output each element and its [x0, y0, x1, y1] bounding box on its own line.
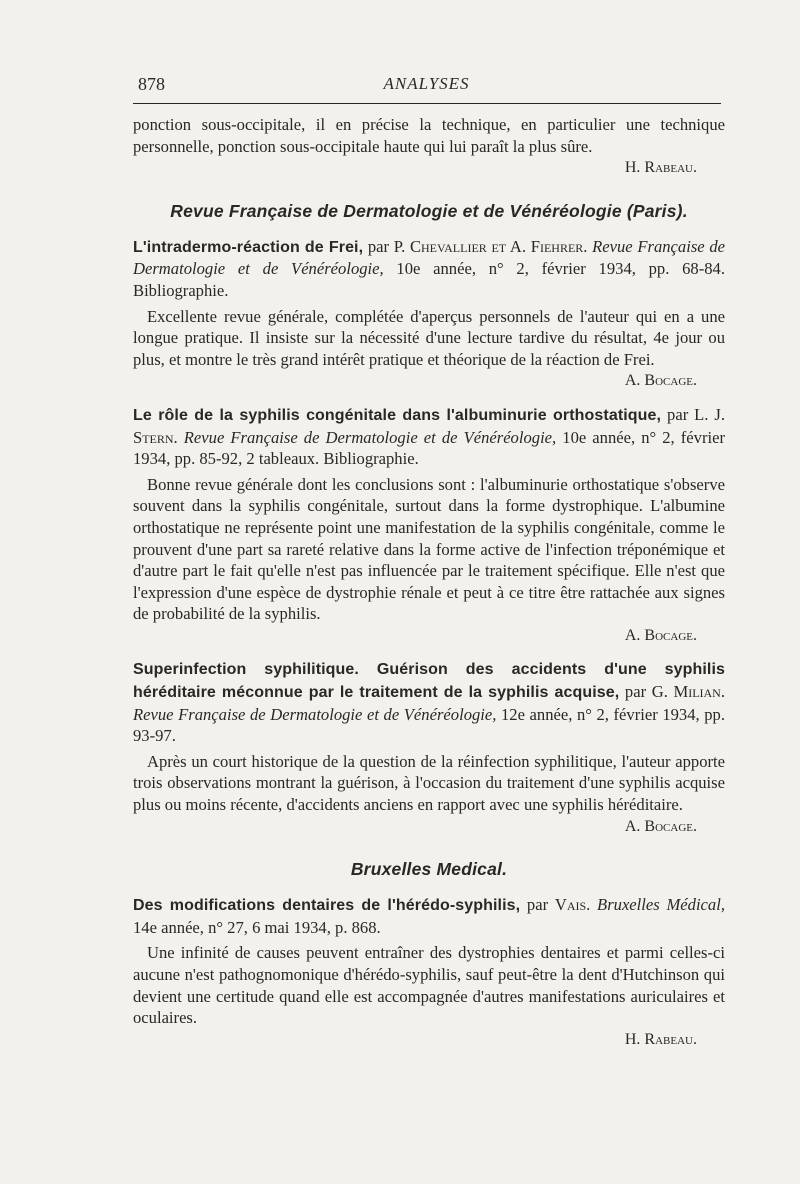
- article-title: Le rôle de la syphilis congénitale dans l'albuminurie orthostatique,: [133, 406, 662, 424]
- article-title: L'intradermo-réaction de Frei,: [133, 238, 364, 256]
- article-body: Après un court historique de la question de la réinfection syphilitique, l'auteur apporte trois observations montrant la guérison, à l'occasion du traitement d'une syphilis acquise plus ou moins récente, d'accidents anciens en rapport avec une syphilis héréditaire.: [133, 751, 725, 815]
- article: [133, 894, 725, 1050]
- article-details: 10e année, n° 2, février 1934, pp. 85-92, 2 tableaux. Bibliographie.: [133, 427, 725, 469]
- article-journal-ref: Revue Française de Dermatologie et de Vénéréologie,: [177, 427, 557, 447]
- running-title: ANALYSES: [383, 74, 470, 93]
- page-content: [133, 114, 725, 1050]
- article-title: Superinfection syphilitique. Guérison des accidents d'une syphilis héréditaire méconnue par le traitement de la syphilis acquise,: [133, 661, 725, 702]
- article-body: Bonne revue générale dont les conclusions sont : l'albuminurie orthostatique s'observe souvent dans la syphilis congénitale, surtout dans la forme dystrophique. L'albumine orthostatique ne représente point une manifestation de la syphilis congénitale, comme le prouvent d'une part sa rareté relative dans la forme active de l'infection tréponémique et d'autre part le fait qu'elle n'est pas influencée par le traitement spécifique. Elle n'est que l'expression d'une espèce de dystrophie rénale et peut à ce titre être rattachée aux signes de probabilité de la syphilis.: [133, 474, 725, 624]
- page-number: 878: [138, 74, 165, 94]
- article: [133, 236, 725, 392]
- article-body: Une infinité de causes peuvent entraîner des dystrophies dentaires et parmi celles-ci aucune n'est pathognomonique d'hérédo-syphilis, sauf peut-être la dent d'Hutchinson qui devient une certitude quand elle est accompagnée d'autres manifestations auriculaires et oculaires.: [133, 943, 725, 1028]
- article-journal-ref: Revue Française de Dermatologie et de Vénéréologie,: [133, 236, 725, 279]
- article-details: 10e année, n° 2, février 1934, pp. 68-84. Bibliographie.: [133, 259, 725, 300]
- article-journal-ref: Revue Française de Dermatologie et de Vénéréologie,: [133, 704, 497, 724]
- journal-heading: Bruxelles Medical.: [350, 859, 508, 880]
- article-signature: A. Bocage.: [624, 626, 697, 644]
- journal-heading: Revue Française de Dermatologie et de Vénéréologie (Paris).: [170, 200, 688, 221]
- page-header: [133, 70, 720, 98]
- article-title: Des modifications dentaires de l'hérédo-syphilis,: [133, 897, 521, 915]
- article-details: 12e année, n° 2, février 1934, pp. 93-97.: [133, 704, 725, 746]
- article-signature: A. Bocage.: [624, 372, 697, 390]
- article-authors: Stern.: [133, 427, 178, 447]
- intro-signature: H. Rabeau.: [624, 159, 697, 177]
- article-body: Excellente revue générale, complétée d'aperçus personnels de l'auteur qui en a une longue pratique. Il insiste sur la nécessité d'une lecture tardive du résultat, 4e jour ou plus, et montre le très grand intérêt pratique et théorique de la réaction de Frei.: [133, 306, 725, 369]
- article-signature: H. Rabeau.: [624, 1030, 697, 1048]
- intro-paragraph: ponction sous-occipitale, il en précise la technique, en particulier une technique personnelle, ponction sous-occipitale haute qui lui paraît la plus sûre.: [133, 115, 725, 156]
- article: [133, 658, 725, 837]
- article-citation: Le rôle de la syphilis congénitale dans l'albuminurie orthostatique, par L. J. Stern. Revue Française de Dermatologie et de Vénéréologie, 10e année, n° 2, février 1934, pp. 85-92, 2 tableaux. Bibliographie.: [133, 404, 725, 469]
- article-authors: Milian.: [673, 682, 725, 702]
- article-details: 14e année, n° 27, 6 mai 1934, p. 868.: [133, 917, 381, 937]
- article-authors: Vais.: [554, 895, 591, 915]
- article-citation: Superinfection syphilitique. Guérison des accidents d'une syphilis héréditaire méconnue par le traitement de la syphilis acquise, par G. Milian. Revue Française de Dermatologie et de Vénéréologie, 12e année, n° 2, février 1934, pp. 93-97.: [133, 661, 725, 746]
- article-citation: L'intradermo-réaction de Frei, par P. Chevallier et A. Fiehrer. Revue Française de Dermatologie et de Vénéréologie, 10e année, n° 2, février 1934, pp. 68-84. Bibliographie.: [133, 236, 725, 300]
- article-signature: A. Bocage.: [624, 817, 697, 835]
- article-journal-ref: Bruxelles Médical,: [590, 895, 725, 915]
- article-authors: Chevallier et A. Fiehrer.: [409, 236, 588, 256]
- article-citation: Des modifications dentaires de l'hérédo-syphilis, par Vais. Bruxelles Médical, 14e année, n° 27, 6 mai 1934, p. 868.: [133, 895, 725, 937]
- header-rule: [133, 103, 721, 104]
- article: [133, 404, 725, 647]
